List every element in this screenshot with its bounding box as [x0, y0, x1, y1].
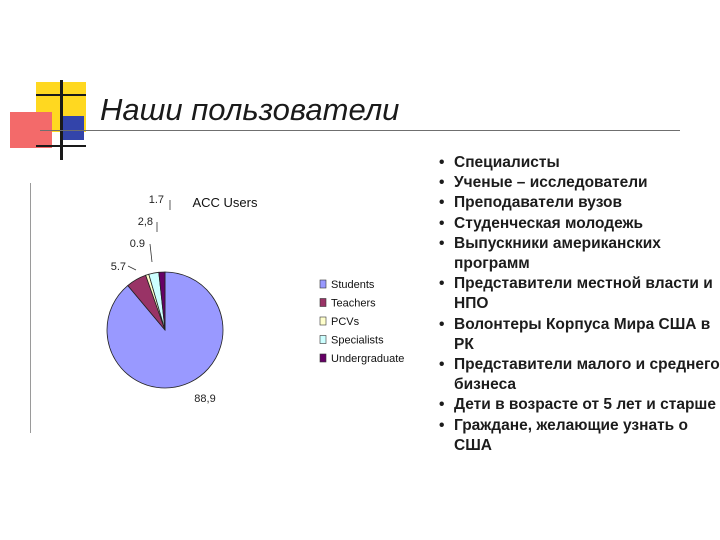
bullet-item [438, 274, 720, 314]
bullet-text: Специалисты [454, 154, 560, 171]
user-list [438, 153, 720, 456]
chart-title: ACC Users [192, 195, 258, 210]
bullet-dot: • [439, 275, 445, 293]
data-label-teachers: 5.7 [110, 261, 126, 273]
legend-label-teachers: Teachers [331, 297, 376, 310]
legend-swatch-teachers [320, 299, 326, 307]
slide-title: Наши пользователи [100, 92, 400, 127]
bullet-text: Выпускники американских программ [454, 234, 661, 273]
pie-chart [0, 0, 430, 440]
bullet-text: Ученые – исследователи [454, 174, 648, 192]
bullet-item [438, 173, 720, 193]
legend-label-specialists: Specialists [331, 334, 384, 347]
legend-swatch-specialists [320, 336, 326, 344]
legend-label-students: Students [331, 279, 375, 291]
data-label-undergraduate: 1.7 [148, 194, 164, 206]
bullet-dot: • [439, 214, 445, 232]
bullet-text: Представители местной власти и НПО [454, 275, 713, 313]
bullet-text: Волонтеры Корпуса Мира США в РК [454, 315, 711, 353]
legend-label-undergraduate: Undergraduate [331, 353, 405, 365]
legend-label-pcvs: PCVs [331, 316, 360, 328]
bullet-dot: • [439, 154, 445, 171]
bullet-dot: • [439, 194, 445, 212]
legend-swatch-undergraduate [320, 354, 326, 362]
legend-swatch-students [320, 280, 326, 288]
bullet-text: Представители малого и среднего бизнеса [454, 356, 720, 394]
bullet-text: Граждане, желающие узнать о США [454, 416, 688, 454]
bullet-item [438, 193, 720, 213]
leader-line-teachers [128, 266, 136, 270]
bullet-item [438, 153, 720, 173]
legend-swatch-pcvs [320, 317, 326, 325]
data-label-specialists: 2,8 [137, 216, 153, 228]
bullet-dot: • [439, 416, 445, 434]
bullet-dot: • [439, 356, 445, 374]
bullet-item [438, 416, 720, 456]
bullet-item [438, 395, 720, 415]
bullet-dot: • [439, 234, 445, 252]
bullet-item [438, 234, 720, 274]
bullet-dot: • [439, 174, 445, 192]
leader-line-pcvs [150, 244, 152, 262]
bullet-item [438, 355, 720, 395]
bullet-dot: • [439, 396, 445, 414]
data-label-students: 88,9 [194, 393, 216, 405]
bullet-item [438, 315, 720, 355]
data-label-pcvs: 0.9 [129, 238, 145, 250]
bullet-text: Дети в возрасте от 5 лет и старше [454, 396, 716, 414]
bullet-text: Преподаватели вузов [454, 194, 623, 212]
bullet-dot: • [439, 315, 445, 333]
bullet-text: Студенческая молодежь [454, 214, 644, 232]
bullet-item [438, 214, 720, 234]
